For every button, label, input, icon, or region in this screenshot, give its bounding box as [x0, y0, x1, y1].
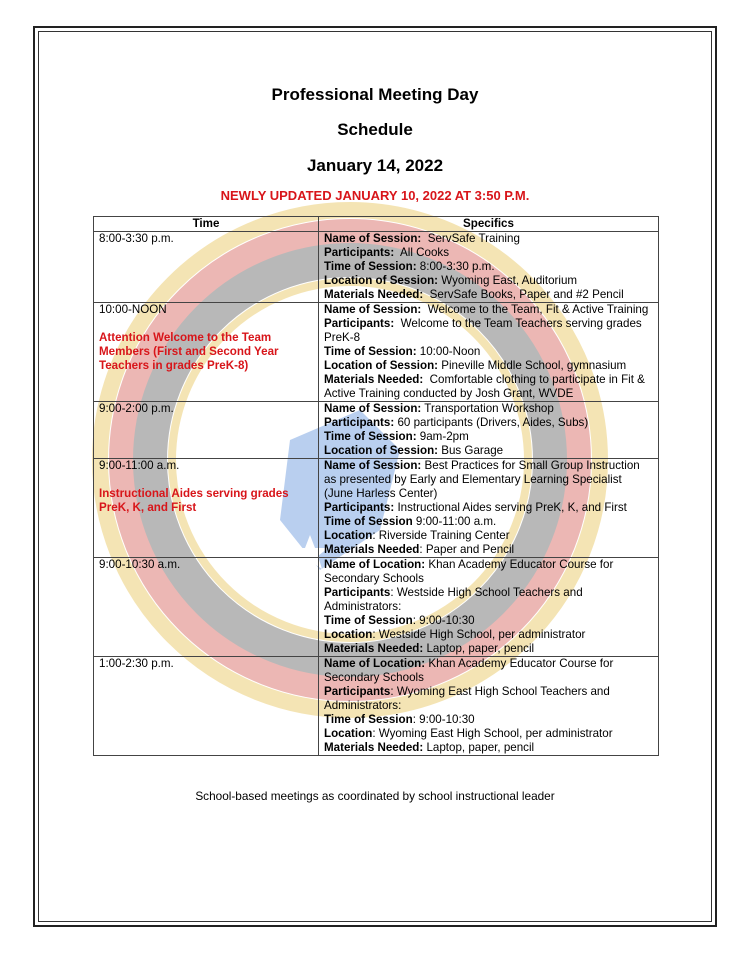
specifics-line: [324, 288, 653, 302]
field-label: Time of Session:: [324, 430, 417, 443]
field-label: Time of Session:: [324, 260, 417, 273]
time-cell: [94, 558, 319, 657]
field-label: Location of Session:: [324, 444, 439, 457]
field-value: Laptop, paper, pencil: [423, 642, 535, 655]
field-value: : Westside High School Teachers and Administrators:: [324, 586, 586, 613]
field-value: Welcome to the Team Teachers serving grades PreK-8: [324, 317, 645, 344]
field-label: Location of Session:: [324, 274, 439, 287]
field-value: Welcome to the Team, Fit & Active Training: [421, 303, 649, 316]
field-value: Instructional Aides serving PreK, K, and First: [394, 501, 627, 514]
field-value: Pineville Middle School, gymnasium: [438, 359, 627, 372]
field-label: Materials Needed:: [324, 288, 424, 301]
field-label: Location of Session:: [324, 359, 439, 372]
field-value: Laptop, paper, pencil: [423, 741, 535, 754]
table-row: [94, 459, 659, 558]
specifics-line: [324, 642, 653, 656]
specifics-cell: [319, 303, 659, 402]
column-header-time: Time: [94, 217, 319, 232]
field-label: Participants: [324, 586, 391, 599]
specifics-line: [324, 260, 653, 274]
specifics-line: [324, 685, 653, 713]
field-label: Name of Session:: [324, 459, 422, 472]
field-value: Khan Academy Educator Course for Secondary Schools: [324, 657, 617, 684]
specifics-cell: [319, 459, 659, 558]
column-header-specifics: Specifics: [319, 217, 659, 232]
specifics-line: [324, 586, 653, 614]
document-date: January 14, 2022: [306, 156, 444, 175]
field-value: Best Practices for Small Group Instruction as presented by Early and Elementary Learning Specialist (June Harless Center): [324, 459, 643, 500]
specifics-line: [324, 246, 653, 260]
field-label: Time of Session: [324, 713, 413, 726]
specifics-line: [324, 444, 653, 458]
footer-note: School-based meetings as coordinated by school instructional leader: [195, 789, 555, 803]
specifics-line: [324, 274, 653, 288]
specifics-line: [324, 317, 653, 345]
specifics-line: [324, 727, 653, 741]
field-value: : Westside High School, per administrator: [372, 628, 586, 641]
schedule-table: [93, 216, 659, 756]
table-row: [94, 303, 659, 402]
specifics-line: [324, 501, 653, 515]
table-row: [94, 657, 659, 756]
field-label: Materials Needed:: [324, 373, 424, 386]
specifics-line: [324, 558, 653, 586]
specifics-line: [324, 416, 653, 430]
specifics-line: [324, 614, 653, 628]
field-label: Name of Location:: [324, 657, 426, 670]
specifics-line: [324, 543, 653, 557]
field-label: Location: [324, 727, 373, 740]
field-label: Location: [324, 628, 373, 641]
field-value: Bus Garage: [438, 444, 504, 457]
field-value: ServSafe Books, Paper and #2 Pencil: [423, 288, 624, 301]
field-value: : 9:00-10:30: [412, 614, 475, 627]
specifics-line: [324, 515, 653, 529]
time-value: 1:00-2:30 p.m.: [99, 657, 174, 670]
time-cell: [94, 402, 319, 459]
field-value: 60 participants (Drivers, Aides, Subs): [394, 416, 589, 429]
specifics-line: [324, 359, 653, 373]
specifics-cell: [319, 657, 659, 756]
table-header-row: [94, 217, 659, 232]
specifics-line: [324, 345, 653, 359]
field-label: Time of Session: [324, 614, 413, 627]
table-row: [94, 402, 659, 459]
field-label: Materials Needed: [324, 543, 420, 556]
specifics-line: [324, 459, 653, 501]
specifics-line: [324, 430, 653, 444]
specifics-cell: [319, 402, 659, 459]
field-value: 9am-2pm: [416, 430, 469, 443]
field-value: Comfortable clothing to participate in Fit & Active Training conducted by Josh Grant, WVDE: [324, 373, 648, 400]
field-value: : Riverside Training Center: [372, 529, 510, 542]
table-row: [94, 558, 659, 657]
field-value: : Wyoming East High School Teachers and Administrators:: [324, 685, 613, 712]
field-value: Transportation Workshop: [421, 402, 554, 415]
specifics-line: [324, 741, 653, 755]
specifics-line: [324, 529, 653, 543]
field-value: 10:00-Noon: [416, 345, 481, 358]
field-label: Participants:: [324, 501, 395, 514]
time-value: 8:00-3:30 p.m.: [99, 232, 174, 245]
attention-note: Instructional Aides serving grades PreK, K, and First: [99, 487, 289, 514]
attention-note: Attention Welcome to the Team Members (First and Second Year Teachers in grades PreK-8): [99, 331, 279, 372]
field-label: Name of Location:: [324, 558, 426, 571]
specifics-line: [324, 713, 653, 727]
field-value: : Paper and Pencil: [419, 543, 515, 556]
specifics-line: [324, 303, 653, 317]
specifics-cell: [319, 232, 659, 303]
field-value: : Wyoming East High School, per administrator: [372, 727, 613, 740]
field-value: ServSafe Training: [421, 232, 520, 245]
time-cell: [94, 459, 319, 558]
specifics-line: [324, 232, 653, 246]
specifics-line: [324, 373, 653, 401]
time-cell: [94, 657, 319, 756]
field-label: Participants:: [324, 416, 395, 429]
time-cell: [94, 232, 319, 303]
field-label: Name of Session:: [324, 303, 422, 316]
field-label: Location: [324, 529, 373, 542]
field-value: Khan Academy Educator Course for Secondary Schools: [324, 558, 617, 585]
time-value: 9:00-10:30 a.m.: [99, 558, 181, 571]
specifics-line: [324, 402, 653, 416]
field-label: Name of Session:: [324, 232, 422, 245]
field-value: 9:00-11:00 a.m.: [412, 515, 497, 528]
field-label: Participants: [324, 685, 391, 698]
time-value: 9:00-2:00 p.m.: [99, 402, 174, 415]
field-label: Materials Needed:: [324, 642, 424, 655]
field-value: Wyoming East, Auditorium: [438, 274, 578, 287]
field-label: Participants:: [324, 246, 395, 259]
time-value: 9:00-11:00 a.m.: [99, 459, 180, 472]
table-row: [94, 232, 659, 303]
field-value: All Cooks: [394, 246, 450, 259]
document-title: Professional Meeting Day: [271, 85, 479, 104]
field-label: Time of Session: [324, 515, 413, 528]
specifics-line: [324, 628, 653, 642]
field-label: Materials Needed:: [324, 741, 424, 754]
field-label: Name of Session:: [324, 402, 422, 415]
specifics-cell: [319, 558, 659, 657]
time-cell: [94, 303, 319, 402]
time-value: 10:00-NOON: [99, 303, 167, 316]
update-notice: NEWLY UPDATED JANUARY 10, 2022 AT 3:50 P.M.: [220, 188, 530, 203]
specifics-line: [324, 657, 653, 685]
field-value: : 9:00-10:30: [412, 713, 475, 726]
document-subtitle: Schedule: [337, 120, 413, 139]
field-label: Participants:: [324, 317, 395, 330]
field-label: Time of Session:: [324, 345, 417, 358]
field-value: 8:00-3:30 p.m.: [416, 260, 495, 273]
